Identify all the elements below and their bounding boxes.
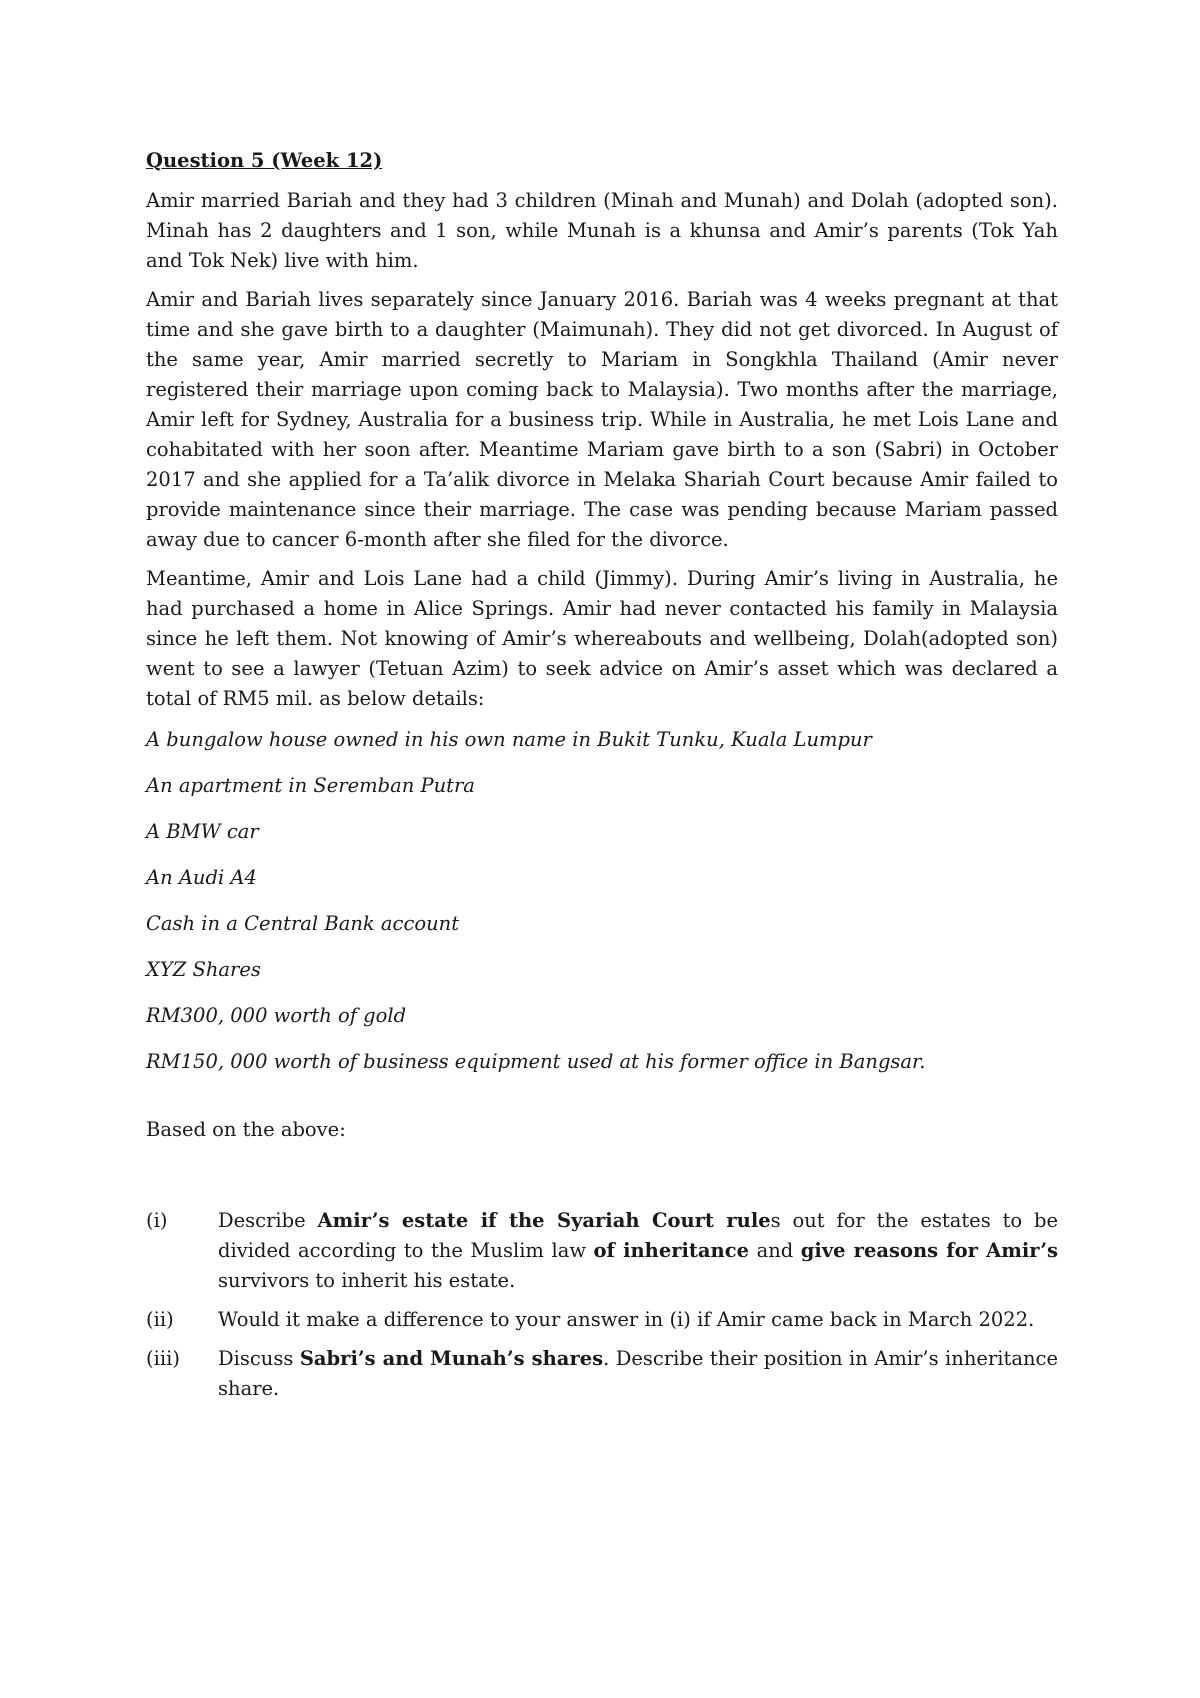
question-text-run: Describe <box>218 1209 318 1232</box>
question-text-bold-run: Sabri’s and Munah’s shares <box>299 1347 604 1370</box>
question-text-run: . Describe their position in Amir’s inheritance share. <box>218 1347 1058 1400</box>
question-number: (i) <box>146 1209 168 1232</box>
question-text-bold-run: of inheritance <box>593 1239 750 1262</box>
paragraph-assets-intro: Meantime, Amir and Lois Lane had a child (Jimmy). During Amir’s living in Australia, he had purchased a home in Alice Springs. Amir had never contacted his family in Malaysia since he left them. Not knowing of Amir’s whereabouts and wellbeing, Dolah(adopted son) went to see a lawyer (Tetuan Azim) to seek advice on Amir’s asset which was declared a total of RM5 mil. as below details: <box>146 567 1058 710</box>
question-item <box>146 1305 1058 1335</box>
question-text-bold-run: give reasons for Amir’s <box>800 1239 1058 1262</box>
asset-item: An Audi A4 <box>146 866 257 889</box>
question-text-run: and <box>749 1239 801 1262</box>
question-text-run: Would it make a difference to your answer in (i) if Amir came back in March 2022. <box>218 1308 1035 1331</box>
question-text <box>218 1206 1058 1296</box>
asset-list <box>146 725 1058 1077</box>
paragraph-marriage: Amir and Bariah lives separately since January 2016. Bariah was 4 weeks pregnant at that time and she gave birth to a daughter (Maimunah). They did not get divorced. In August of the same year, Amir married secretly to Mariam in Songkhla Thailand (Amir never registered their marriage upon coming back to Malaysia). Two months after the marriage, Amir left for Sydney, Australia for a business trip. While in Australia, he met Lois Lane and cohabitated with her soon after. Meantime Mariam gave birth to a son (Sabri) in October 2017 and she applied for a Ta’alik divorce in Melaka Shariah Court because Amir failed to provide maintenance since their marriage. The case was pending because Mariam passed away due to cancer 6-month after she filed for the divorce. <box>146 288 1058 551</box>
question-text-run: s out for the estates to be divided according to the Muslim law <box>218 1209 1059 1262</box>
question-number: (ii) <box>146 1308 174 1331</box>
asset-item: Cash in a Central Bank account <box>146 912 460 935</box>
question-text-run: Discuss <box>218 1347 300 1370</box>
asset-item: RM150, 000 worth of business equipment used at his former office in Bangsar. <box>146 1050 926 1073</box>
asset-item: An apartment in Seremban Putra <box>146 774 475 797</box>
asset-item: A BMW car <box>146 820 259 843</box>
question-text <box>218 1344 1058 1404</box>
question-number: (iii) <box>146 1347 180 1370</box>
question-text <box>218 1305 1058 1335</box>
question-list <box>146 1206 1058 1404</box>
asset-item: XYZ Shares <box>146 958 261 981</box>
asset-item: RM300, 000 worth of gold <box>146 1004 407 1027</box>
asset-item: A bungalow house owned in his own name in Bukit Tunku, Kuala Lumpur <box>146 728 872 751</box>
question-item <box>146 1344 1058 1404</box>
question-item <box>146 1206 1058 1296</box>
question-text-run: survivors to inherit his estate. <box>218 1269 516 1292</box>
question-text-bold-run: Amir’s estate if the Syariah Court rule <box>317 1209 771 1232</box>
based-on-text: Based on the above: <box>146 1118 346 1141</box>
question-heading: Question 5 (Week 12) <box>146 149 383 172</box>
paragraph-family: Amir married Bariah and they had 3 children (Minah and Munah) and Dolah (adopted son). Minah has 2 daughters and 1 son, while Munah is a khunsa and Amir’s parents (Tok Yah and Tok Nek) live with him. <box>146 189 1058 272</box>
